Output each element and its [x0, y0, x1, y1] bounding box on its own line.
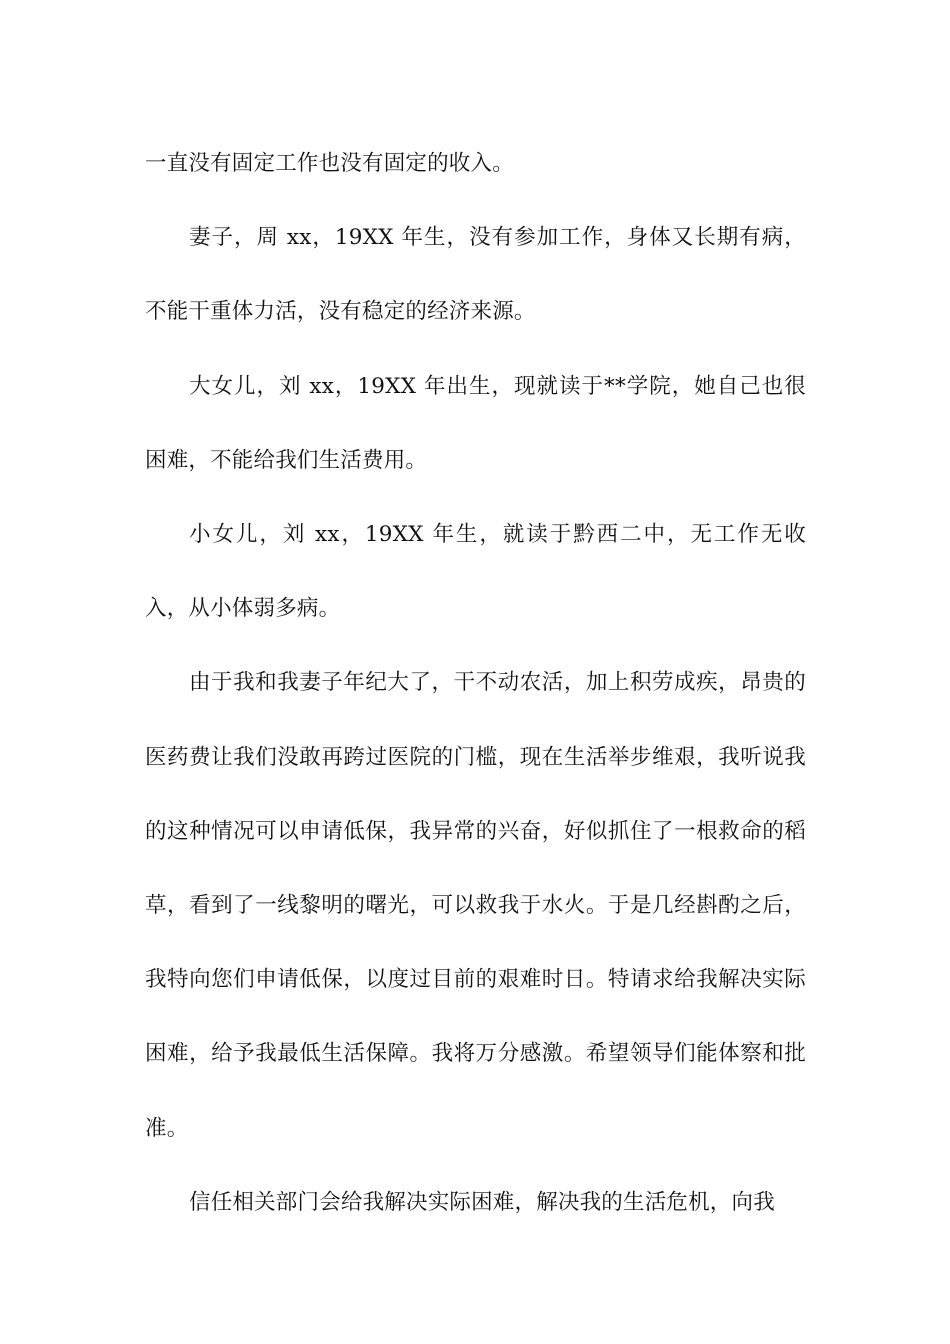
- paragraph-younger-daughter: 小女儿，刘 xx，19XX 年生，就读于黔西二中，无工作无收入，从小体弱多病。: [145, 522, 806, 622]
- paragraph-application-reason: 由于我和我妻子年纪大了，干不动农活，加上积劳成疾，昂贵的医药费让我们没敢再跨过医院的门槛，现在生活举步维艰，我听说我的这种情况可以申请低保，我异常的兴奋，好似抓住了一根救命的稻草，看到了一线黎明的曙光，可以救我于水火。于是几经斟酌之后，我特向您们申请低保，以度过目前的艰难时日。特请求给我解决实际困难，给予我最低生活保障。我将万分感激。希望领导们能体察和批准。: [145, 670, 806, 1141]
- paragraph-income: 一直没有固定工作也没有固定的收入。: [145, 151, 514, 176]
- paragraph-wife: 妻子，周 xx，19XX 年生，没有参加工作，身体又长期有病，不能干重体力活，没有稳定的经济来源。: [145, 225, 806, 325]
- paragraph-elder-daughter: 大女儿，刘 xx，19XX 年出生，现就读于**学院，她自己也很困难，不能给我们生活费用。: [145, 373, 806, 473]
- paragraph-trust: 信任相关部门会给我解决实际困难，解决我的生活危机，向我: [189, 1189, 775, 1215]
- document-body: [145, 127, 806, 1240]
